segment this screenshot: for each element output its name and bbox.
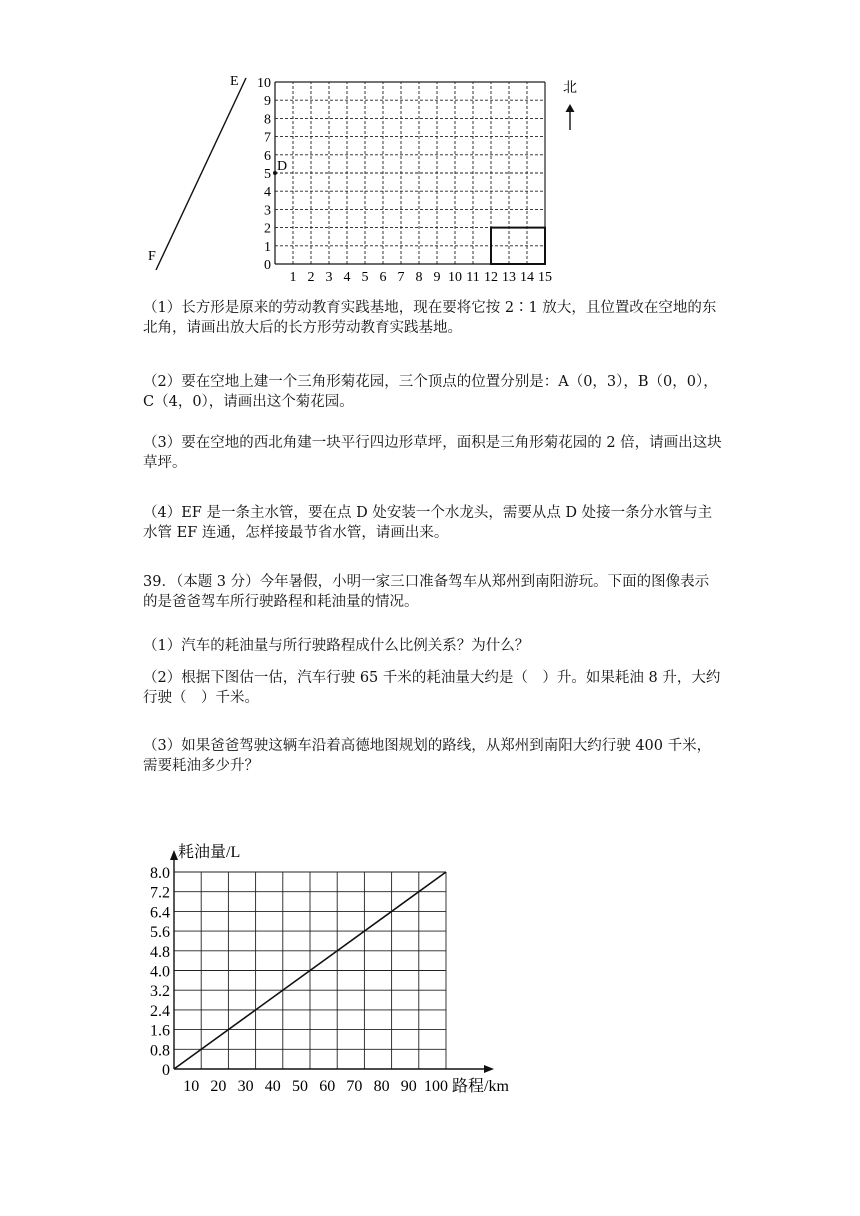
- q39-intro: 39．（本题 3 分）今年暑假，小明一家三口准备驾车从郑州到南阳游玩。下面的图像表示的是爸爸驾车所行驶路程和耗油量的情况。: [143, 574, 710, 610]
- grid-y-tick: 8: [264, 112, 271, 128]
- grid-x-tick: 8: [415, 270, 423, 283]
- chart-x-tick: 60: [319, 1078, 336, 1095]
- chart-y-tick: 6.4: [150, 904, 170, 922]
- grid-y-tick: 7: [264, 130, 271, 146]
- grid-x-tick: 13: [502, 270, 516, 283]
- chart-y-tick: 4.8: [150, 943, 170, 961]
- q39-part-2: （2）根据下图估一估，汽车行驶 65 千米的耗油量大约是（ ）升。如果耗油 8 升，大约行驶（ ）千米。: [143, 670, 721, 706]
- label-d: D: [277, 159, 288, 174]
- grid-x-tick: 2: [307, 270, 315, 283]
- north-arrow-icon: [566, 104, 575, 130]
- grid-y-tick: 5: [264, 167, 271, 182]
- grid-x-tick: 5: [361, 270, 369, 283]
- label-e: E: [230, 74, 239, 89]
- grid-y-ticks: [257, 76, 271, 273]
- grid-x-ticks: [290, 270, 553, 283]
- grid-x-tick: 6: [379, 270, 387, 283]
- chart-x-tick: 20: [210, 1078, 227, 1095]
- grid-x-tick: 15: [538, 270, 552, 283]
- x-axis-arrow-icon: [484, 1065, 494, 1073]
- grid-x-tick: 1: [289, 270, 297, 283]
- q38-part-4: （4）EF 是一条主水管，要在点 D 处安装一个水龙头，需要从点 D 处接一条分水管与主水管 EF 连通，怎样接最节省水管，请画出来。: [143, 505, 713, 541]
- chart-y-tick: 2.4: [150, 1002, 170, 1020]
- chart-x-tick: 100: [424, 1078, 448, 1095]
- chart-x-tick: 70: [346, 1078, 363, 1095]
- grid-y-tick: 9: [264, 94, 271, 110]
- chart-x-tick: 40: [264, 1078, 281, 1095]
- grid-y-tick: 2: [264, 221, 271, 237]
- grid-y-tick: 6: [264, 148, 271, 164]
- grid-y-tick: 0: [264, 258, 271, 273]
- fuel-chart: [140, 835, 540, 1100]
- grid-lines: [275, 82, 545, 264]
- label-f: F: [148, 249, 156, 264]
- y-axis-arrow-icon: [170, 850, 178, 860]
- grid-y-tick: 4: [264, 185, 271, 201]
- grid-x-tick: 4: [343, 270, 351, 283]
- chart-x-tick: 50: [292, 1078, 308, 1095]
- grid-x-tick: 9: [433, 270, 441, 283]
- grid-y-tick: 10: [257, 76, 271, 91]
- chart-x-ticks: [183, 1078, 448, 1095]
- chart-y-tick: 1.6: [150, 1022, 170, 1040]
- grid-y-tick: 3: [264, 203, 271, 219]
- grid-y-tick: 1: [264, 239, 271, 255]
- chart-ylabel: 耗油量/L: [178, 844, 241, 861]
- north-label: 北: [563, 81, 577, 96]
- chart-y-tick: 4.0: [150, 963, 170, 981]
- grid-figure: [140, 68, 590, 283]
- chart-y-tick: 7.2: [150, 884, 170, 902]
- q38-part-3: （3）要在空地的西北角建一块平行四边形草坪，面积是三角形菊花园的 2 倍，请画出这块草坪。: [143, 435, 722, 471]
- q38-part-2: （2）要在空地上建一个三角形菊花园，三个顶点的位置分别是：A（0，3），B（0，0），C（4，0），请画出这个菊花园。: [143, 374, 718, 410]
- chart-y-tick: 0.8: [150, 1042, 170, 1060]
- grid-x-tick: 7: [397, 270, 405, 283]
- chart-x-tick: 10: [183, 1078, 200, 1095]
- chart-x-tick: 80: [373, 1078, 390, 1095]
- grid-x-tick: 12: [484, 270, 498, 283]
- chart-y-tick: 0: [162, 1062, 170, 1079]
- q39-part-3: （3）如果爸爸驾驶这辆车沿着高德地图规划的路线，从郑州到南阳大约行驶 400 千米，需要耗油多少升？: [143, 738, 712, 774]
- chart-axes: [170, 850, 494, 1073]
- chart-x-tick: 90: [400, 1078, 417, 1095]
- chart-y-tick: 8.0: [150, 865, 170, 882]
- chart-xlabel: 路程/km: [452, 1078, 509, 1095]
- grid-x-tick: 3: [325, 270, 333, 283]
- chart-y-tick: 5.6: [150, 924, 170, 942]
- chart-x-tick: 30: [237, 1078, 254, 1095]
- q38-part-1: （1）长方形是原来的劳动教育实践基地，现在要将它按 2∶1 放大，且位置改在空地的东北角，请画出放大后的长方形劳动教育实践基地。: [143, 300, 717, 336]
- q39-part-1: （1）汽车的耗油量与所行驶路程成什么比例关系？为什么？: [143, 638, 530, 654]
- grid-x-tick: 11: [466, 270, 480, 283]
- line-ef: [156, 78, 246, 270]
- chart-y-ticks: [150, 865, 170, 1079]
- grid-x-tick: 14: [520, 270, 534, 283]
- grid-x-tick: 10: [448, 270, 462, 283]
- chart-y-tick: 3.2: [150, 983, 170, 1001]
